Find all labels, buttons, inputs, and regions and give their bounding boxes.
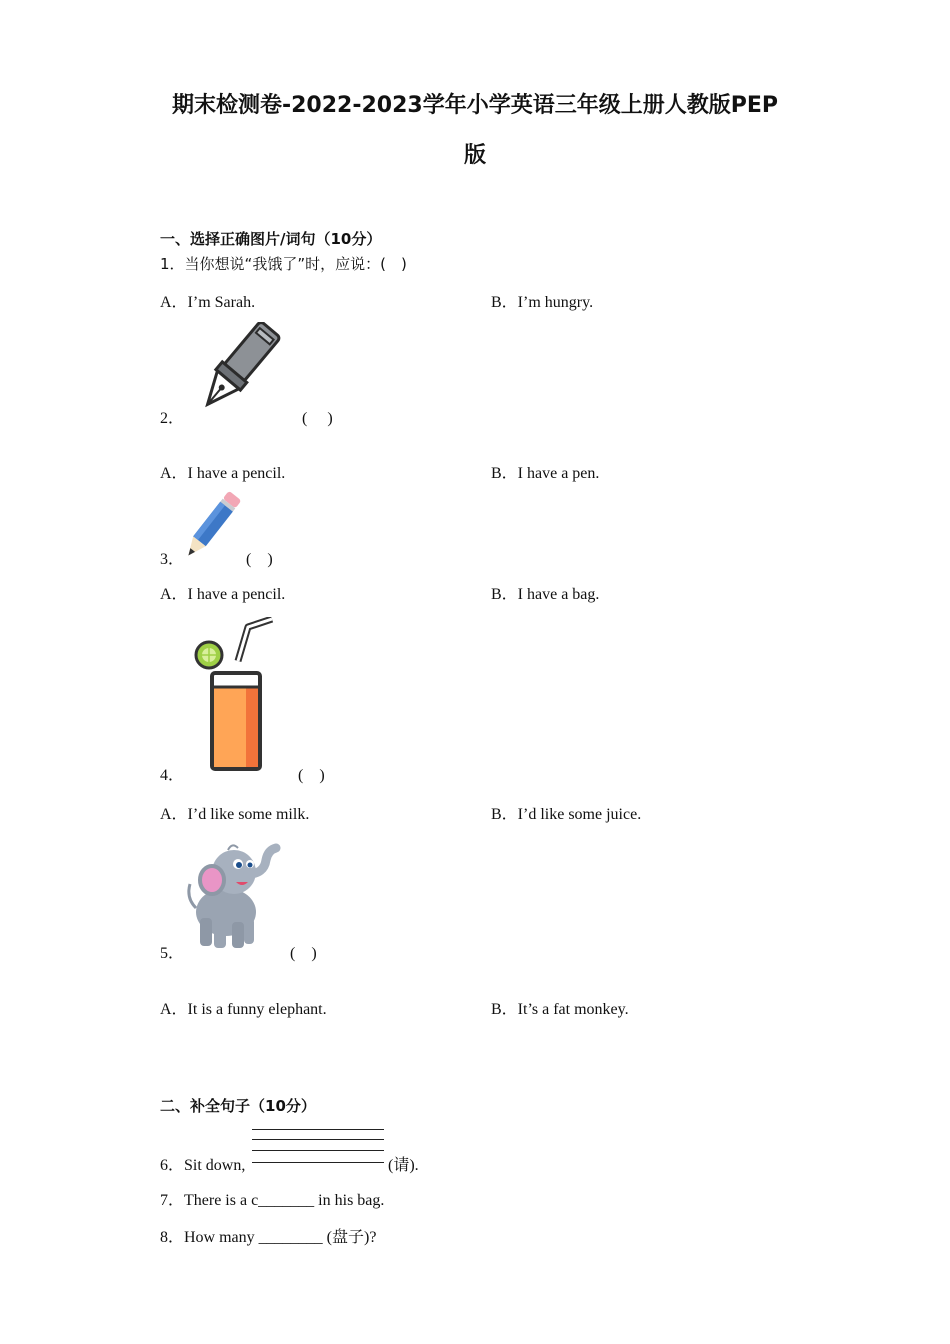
question-3-answer-paren[interactable]: ( ) [246, 551, 273, 568]
question-5-answer-paren[interactable]: ( ) [290, 945, 317, 962]
question-3-number: 3． [160, 551, 185, 568]
page-title: 期末检测卷-2022-2023学年小学英语三年级上册人教版PEP [171, 93, 778, 118]
question-1-option-a[interactable]: A．I’m Sarah. [160, 294, 256, 311]
question-4-answer-paren[interactable]: ( ) [298, 767, 325, 784]
question-5-number: 5． [160, 945, 185, 962]
question-2-number: 2． [160, 410, 185, 427]
question-4-number: 4． [160, 767, 185, 784]
question-8-prefix: 8．How many ___ [160, 1229, 283, 1246]
question-2-option-a[interactable]: A．I have a pencil. [160, 465, 286, 482]
answer-line [252, 1129, 384, 1130]
answer-line [252, 1139, 384, 1140]
page-title-continued: 版 [463, 143, 486, 168]
pencil-icon [182, 488, 244, 560]
question-8-text[interactable] [160, 1224, 376, 1247]
question-6-blank[interactable] [252, 1162, 384, 1163]
section-1-heading: 一、选择正确图片/词句（10分） [160, 230, 382, 248]
elephant-icon [182, 838, 282, 952]
juice-glass-icon [192, 617, 276, 775]
question-7-text[interactable]: 7．There is a c_______ in his bag. [160, 1192, 385, 1209]
question-4-option-a[interactable]: A．I’d like some milk. [160, 806, 310, 823]
question-1-option-b[interactable]: B．I’m hungry. [491, 294, 594, 311]
question-5-option-a[interactable]: A．It is a funny elephant. [160, 1001, 327, 1018]
question-6-text: 6．Sit down, [160, 1157, 246, 1174]
section-2-heading: 二、补全句子（10分） [160, 1097, 316, 1115]
question-5-option-b[interactable]: B．It’s a fat monkey. [491, 1001, 629, 1018]
fountain-pen-icon [192, 322, 292, 414]
answer-line [252, 1150, 384, 1151]
question-4-option-b[interactable]: B．I’d like some juice. [491, 806, 642, 823]
question-8-suffix: _____ (盘子)? [282, 1229, 377, 1246]
question-1-stem: 1．当你想说“我饿了”时，应说：( ) [160, 255, 407, 273]
question-2-answer-paren[interactable]: ( ) [302, 410, 333, 427]
question-6-hint: (请). [388, 1157, 419, 1174]
question-3-option-b[interactable]: B．I have a bag. [491, 586, 600, 603]
question-3-option-a[interactable]: A．I have a pencil. [160, 586, 286, 603]
question-2-option-b[interactable]: B．I have a pen. [491, 465, 600, 482]
